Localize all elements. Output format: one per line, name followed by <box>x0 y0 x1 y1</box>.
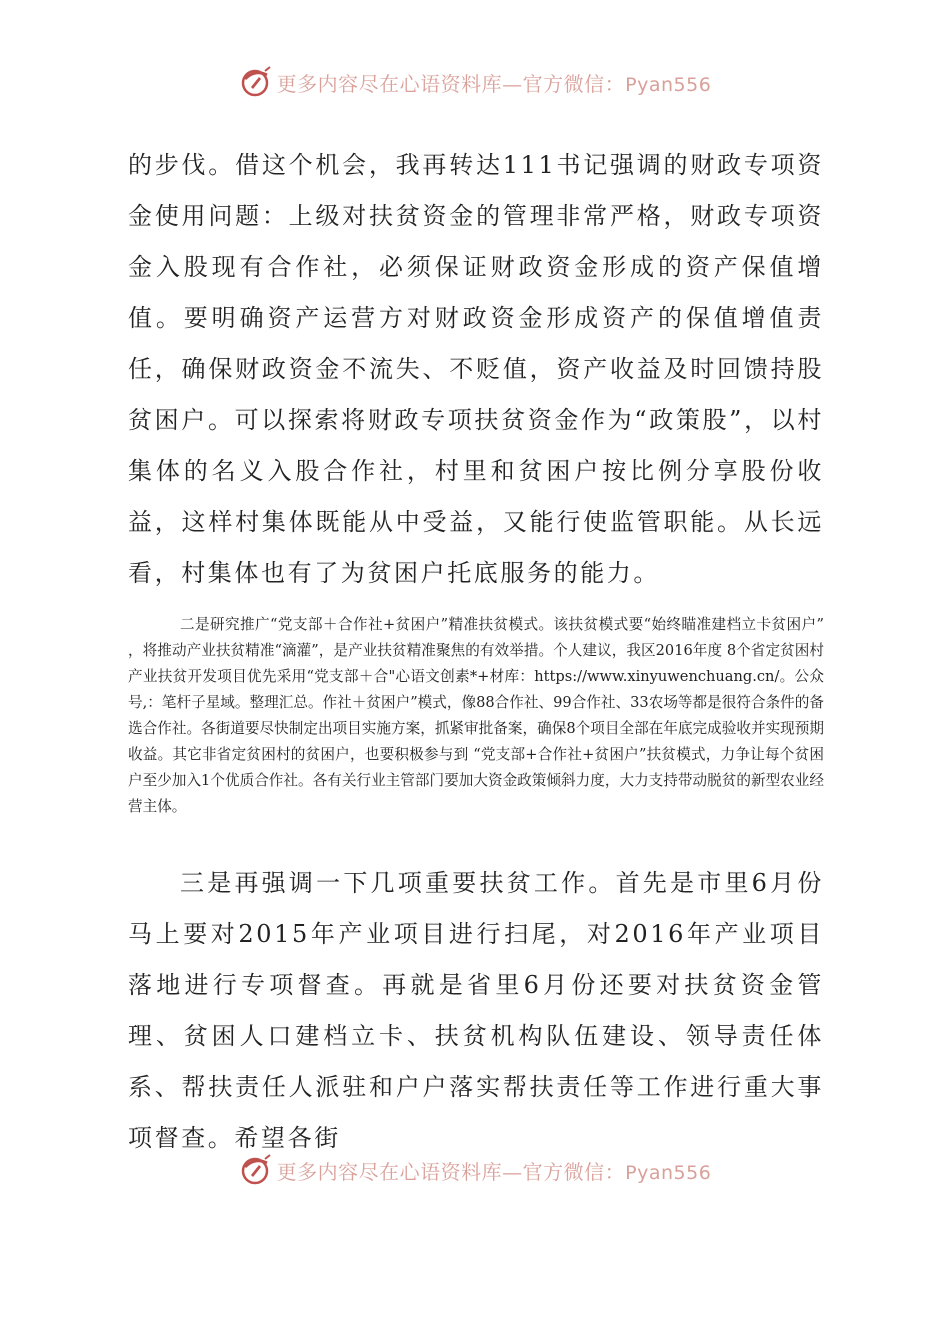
header-banner-text: 更多内容尽在心语资料库—官方微信：Pyan556 <box>276 71 712 96</box>
logo-icon <box>239 65 273 99</box>
body-paragraph-2: 二是研究推广“党支部＋合作社+贫困户”精准扶贫模式。该扶贫模式要“始终瞄准建档立卡贫困户” ，将推动产业扶贫精准“滴灌”，是产业扶贫精准聚焦的有效举措。个人建议，我区2016年度 8个省定贫困村产业扶贫开发项目优先采用“党支部＋合"心语文创素*+材库：https://www.xinyuwenchuang.cn/。公众号,：笔杆子星域。整理汇总。作社＋贫困户”模式，像88合作社、99合作社、33农场等都是很符合条件的备选合作社。各街道要尽快制定出项目实施方案，抓紧审批备案，确保8个项目全部在年底完成验收并实现预期收益。其它非省定贫困村的贫困户，也要积极参与到 “党支部+合作社+贫困户”扶贫模式，力争让每个贫困户至少加入1个优质合作社。各有关行业主管部门要加大资金政策倾斜力度，大力支持带动脱贫的新型农业经营主体。 <box>128 616 824 815</box>
header-banner <box>0 60 950 104</box>
footer-banner-text: 更多内容尽在心语资料库—官方微信：Pyan556 <box>276 1159 712 1184</box>
body-paragraph-1: 的步伐。借这个机会，我再转达111书记强调的财政专项资金使用问题：上级对扶贫资金的管理非常严格，财政专项资金入股现有合作社，必须保证财政资金形成的资产保值增值。要明确资产运营方对财政资金形成资产的保值增值责任，确保财政资金不流失、不贬值，资产收益及时回馈持股贫困户。可以探索将财政专项扶贫资金作为“政策股”，以村集体的名义入股合作社，村里和贫困户按比例分享股份收益，这样村集体既能从中受益，又能行使监管职能。从长远看，村集体也有了为贫困户托底服务的能力。 <box>128 151 824 587</box>
body-paragraph-3: 三是再强调一下几项重要扶贫工作。首先是市里6月份马上要对2015年产业项目进行扫尾，对2016年产业项目落地进行专项督查。再就是省里6月份还要对扶贫资金管理、贫困人口建档立卡、扶贫机构队伍建设、领导责任体系、帮扶责任人派驻和户户落实帮扶责任等工作进行重大事项督查。希望各街 <box>128 869 824 1152</box>
footer-banner <box>0 1148 950 1192</box>
logo-icon <box>239 1153 273 1187</box>
